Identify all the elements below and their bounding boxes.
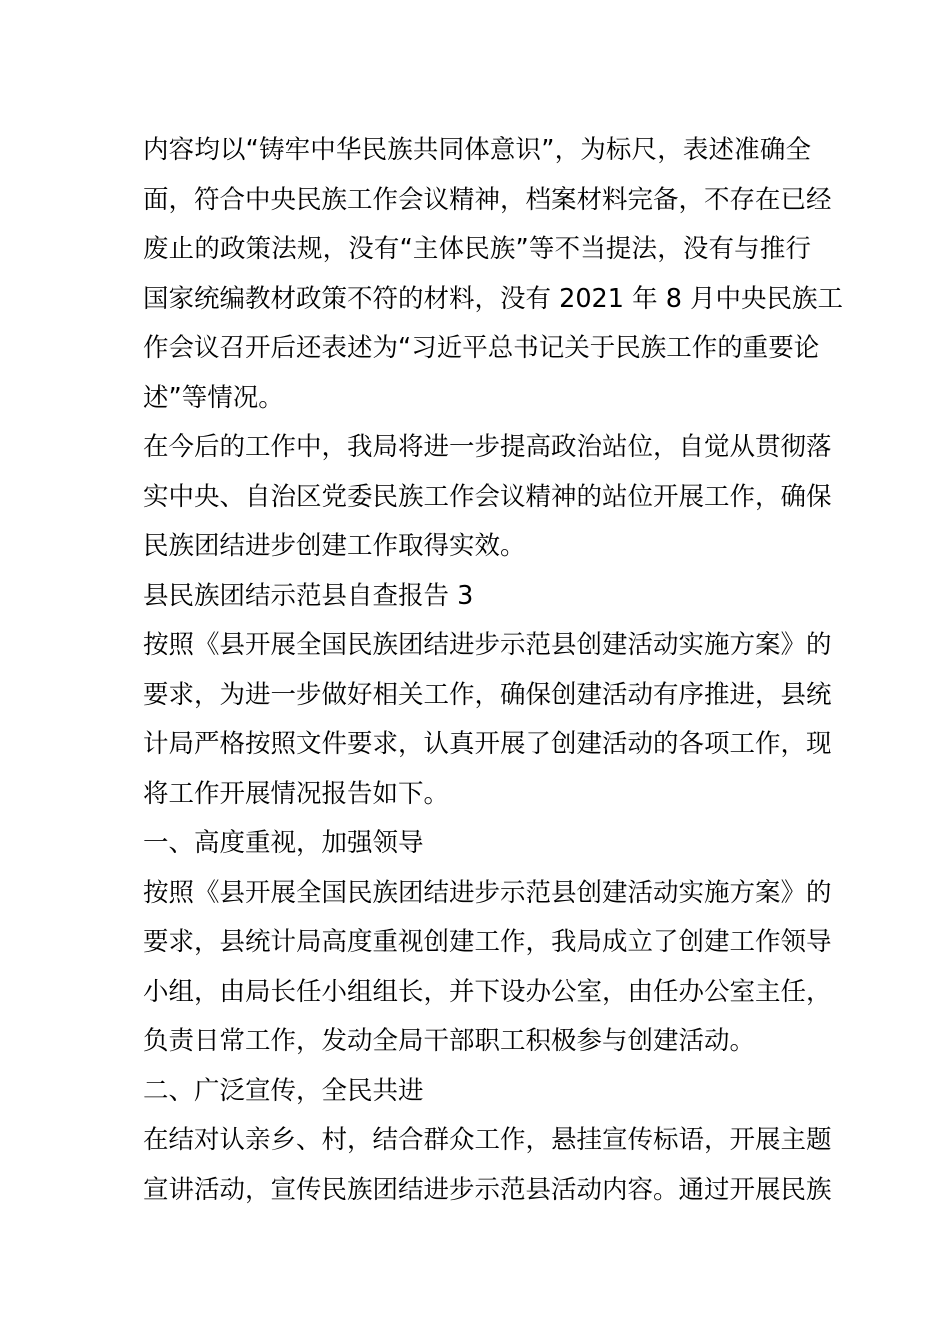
text-line: 在结对认亲乡、村，结合群众工作，悬挂宣传标语，开展主题 [143, 1125, 832, 1155]
text-line: 面，符合中央民族工作会议精神，档案材料完备，不存在已经 [143, 184, 832, 215]
text-line: 二、广泛宣传，全民共进 [143, 1075, 424, 1106]
text-line: 民族团结进步创建工作取得实效。 [143, 531, 526, 561]
text-line: 按照《县开展全国民族团结进步示范县创建活动实施方案》的 [143, 630, 832, 660]
text-line: 述”等情况。 [143, 382, 284, 413]
document-body [143, 126, 844, 1215]
text-line: 要求，县统计局高度重视创建工作，我局成立了创建工作领导 [143, 927, 832, 957]
text-line: 国家统编教材政策不符的材料，没有 2021 年 8 月中央民族工 [143, 283, 844, 314]
text-line: 在今后的工作中，我局将进一步提高政治站位，自觉从贯彻落 [143, 432, 832, 462]
text-line: 要求，为进一步做好相关工作，确保创建活动有序推进，县统 [143, 679, 832, 710]
text-line: 负责日常工作，发动全局干部职工积极参与创建活动。 [143, 1026, 756, 1056]
text-line: 内容均以“铸牢中华民族共同体意识”，为标尺，表述准确全 [143, 135, 811, 165]
text-line: 宣讲活动，宣传民族团结进步示范县活动内容。通过开展民族 [143, 1174, 832, 1205]
text-line: 将工作开展情况报告如下。 [143, 778, 450, 809]
text-line: 按照《县开展全国民族团结进步示范县创建活动实施方案》的 [143, 877, 832, 908]
text-line: 实中央、自治区党委民族工作会议精神的站位开展工作，确保 [143, 481, 832, 512]
text-line: 县民族团结示范县自查报告 3 [143, 580, 474, 611]
text-line: 小组，由局长任小组组长，并下设办公室，由任办公室主任， [143, 976, 832, 1007]
text-line: 一、高度重视，加强领导 [143, 828, 424, 858]
text-line: 作会议召开后还表述为“习近平总书记关于民族工作的重要论 [143, 333, 820, 363]
text-line: 计局严格按照文件要求，认真开展了创建活动的各项工作，现 [143, 729, 832, 759]
text-line: 废止的政策法规，没有“主体民族”等不当提法，没有与推行 [143, 234, 811, 264]
